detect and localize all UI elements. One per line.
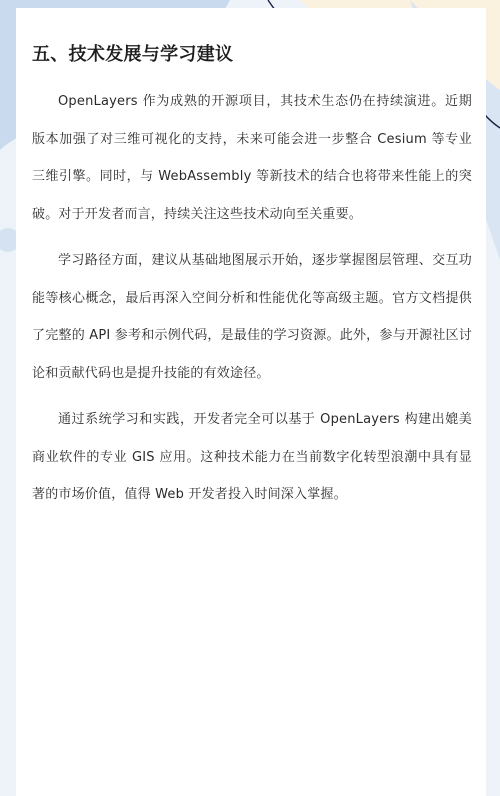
section-heading: 五、技术发展与学习建议 <box>32 44 234 65</box>
paragraph-learning-path: 学习路径方面，建议从基础地图展示开始，逐步掌握图层管理、交互功能等核心概念，最后再深入空间分析和性能优化等高级主题。官方文档提供了完整的 API 参考和示例代码，是最佳的学习资源。此外，参与开源社区讨论和贡献代码也是提升技能的有效途径。 <box>32 253 472 381</box>
paragraph-tech-evolution: OpenLayers 作为成熟的开源项目，其技术生态仍在持续演进。近期版本加强了对三维可视化的支持，未来可能会进一步整合 Cesium 等专业三维引擎。同时，与 WebAssembly 等新技术的结合也将带来性能上的突破。对于开发者而言，持续关注这些技术动向至关重要。 <box>32 94 472 222</box>
paragraph-conclusion: 通过系统学习和实践，开发者完全可以基于 OpenLayers 构建出媲美商业软件的专业 GIS 应用。这种技术能力在当前数字化转型浪潮中具有显著的市场价值，值得 Web 开发者投入时间深入掌握。 <box>32 412 472 502</box>
document-page <box>16 8 486 796</box>
